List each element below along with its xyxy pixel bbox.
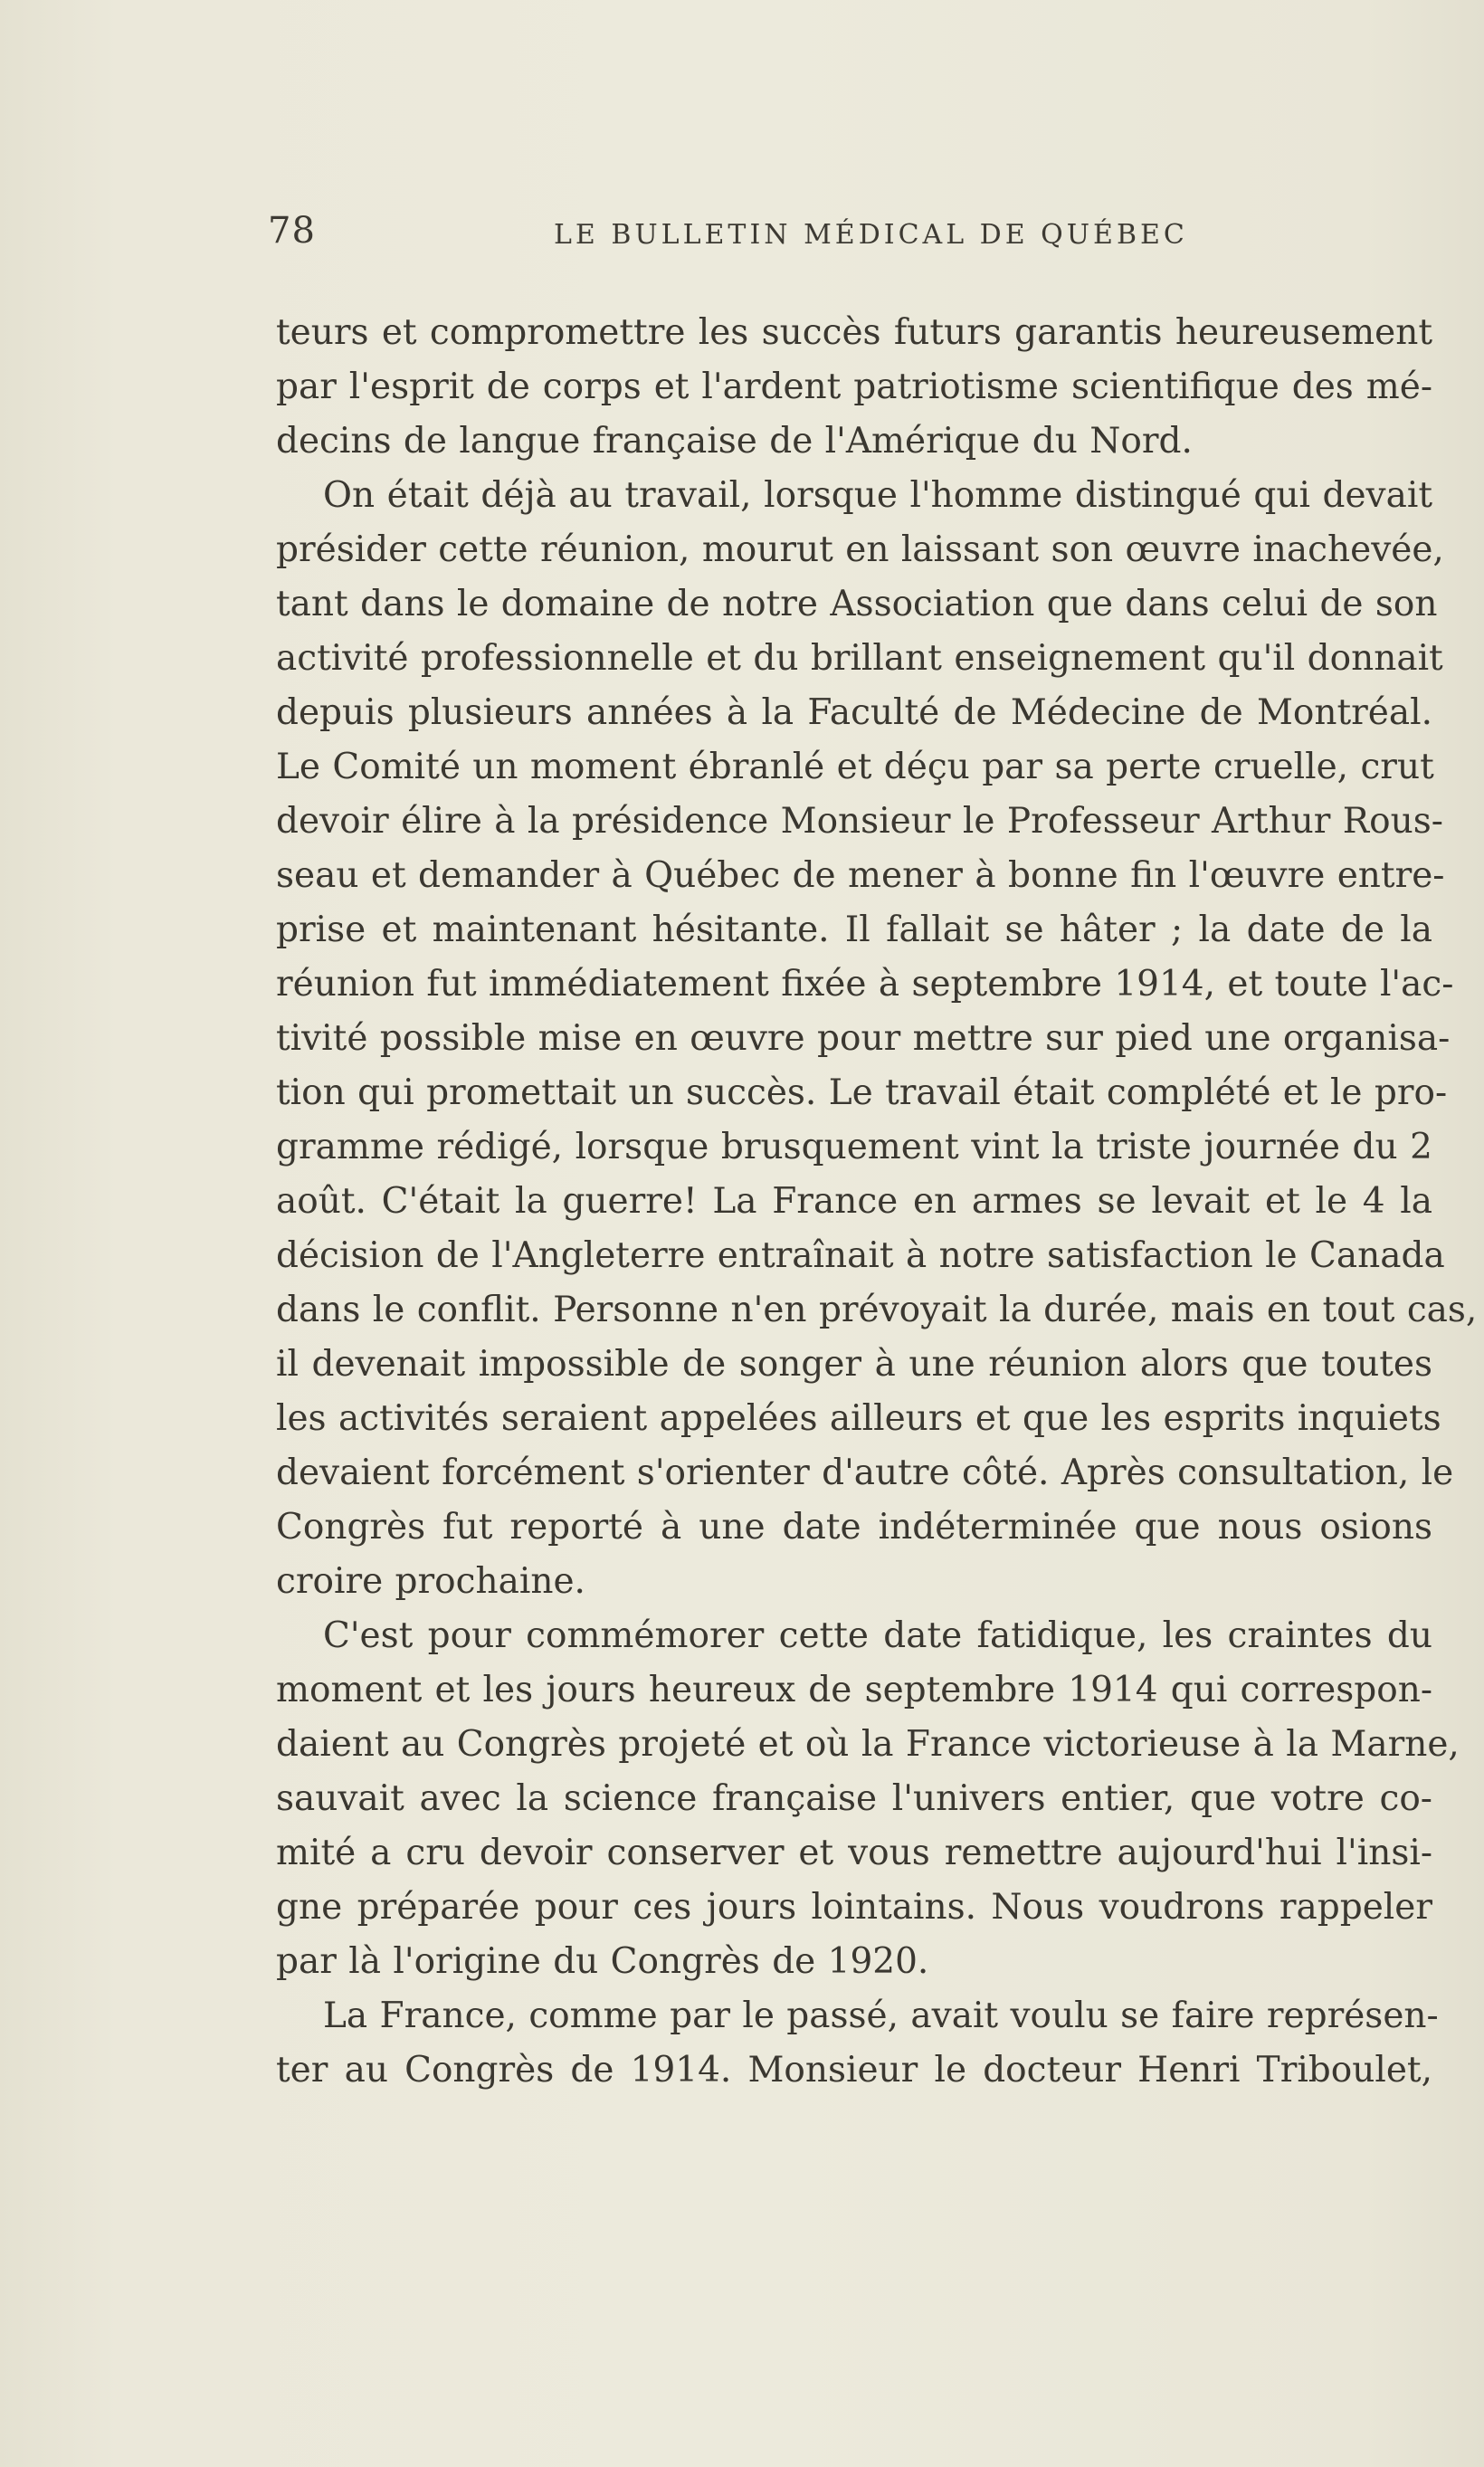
text-line: tion qui promettait un succès. Le travail était complété et le pro- [276, 1072, 1448, 1113]
page-number: 78 [268, 210, 316, 252]
text-line: gramme rédigé, lorsque brusquement vint la triste journée du 2 [276, 1127, 1432, 1167]
text-line: C'est pour commémorer cette date fatidique, les craintes du [323, 1615, 1432, 1656]
text-line: seau et demander à Québec de mener à bonne fin l'œuvre entre- [276, 855, 1445, 896]
text-line: activité professionnelle et du brillant enseignement qu'il donnait [276, 638, 1443, 679]
text-line: dans le conflit. Personne n'en prévoyait la durée, mais en tout cas, [276, 1290, 1478, 1330]
text-line: tivité possible mise en œuvre pour mettre sur pied une organisa- [276, 1018, 1451, 1059]
text-line: mité a cru devoir conserver et vous remettre aujourd'hui l'insi- [276, 1833, 1432, 1873]
text-line: décision de l'Angleterre entraînait à notre satisfaction le Canada [276, 1235, 1445, 1276]
text-line: On était déjà au travail, lorsque l'homme distingué qui devait [323, 475, 1432, 516]
paragraph-3 [276, 1609, 1460, 1989]
text-line: gne préparée pour ces jours lointains. Nous voudrons rappeler [276, 1887, 1432, 1928]
text-line: devoir élire à la présidence Monsieur le Professeur Arthur Rous- [276, 801, 1443, 842]
text-line: daient au Congrès projeté et où la France victorieuse à la Marne, [276, 1724, 1460, 1765]
text-line: Congrès fut reporté à une date indéterminée que nous osions [276, 1507, 1432, 1548]
text-line: decins de langue française de l'Amérique du Nord. [276, 421, 1193, 462]
text-line: par là l'origine du Congrès de 1920. [276, 1941, 929, 1982]
text-line: moment et les jours heureux de septembre 1914 qui correspon- [276, 1670, 1432, 1710]
text-line: devaient forcément s'orienter d'autre côté. Après consultation, le [276, 1453, 1454, 1493]
paragraph-1 [276, 306, 1434, 469]
text-line: ter au Congrès de 1914. Monsieur le docteur Henri Triboulet, [276, 2050, 1432, 2091]
text-line: août. C'était la guerre! La France en armes se levait et le 4 la [276, 1181, 1432, 1222]
text-line: depuis plusieurs années à la Faculté de Médecine de Montréal. [276, 692, 1432, 733]
text-line: par l'esprit de corps et l'ardent patriotisme scientifique des mé- [276, 367, 1432, 407]
text-line: sauvait avec la science française l'univers entier, que votre co- [276, 1778, 1432, 1819]
text-line: présider cette réunion, mourut en laissant son œuvre inachevée, [276, 529, 1444, 570]
paragraph-4 [276, 1989, 1439, 2098]
running-head: LE BULLETIN MÉDICAL DE QUÉBEC [554, 219, 1188, 251]
text-line: prise et maintenant hésitante. Il fallait se hâter ; la date de la [276, 910, 1432, 950]
paragraph-2 [276, 469, 1478, 1609]
text-line: teurs et compromettre les succès futurs garantis heureusement [276, 312, 1432, 353]
text-line: tant dans le domaine de notre Association que dans celui de son [276, 584, 1438, 624]
text-line: réunion fut immédiatement fixée à septembre 1914, et toute l'ac- [276, 964, 1454, 1005]
body-text [276, 306, 1478, 2098]
text-line: La France, comme par le passé, avait voulu se faire représen- [323, 1996, 1439, 2036]
text-line: Le Comité un moment ébranlé et déçu par sa perte cruelle, crut [276, 747, 1434, 787]
text-line: il devenait impossible de songer à une réunion alors que toutes [276, 1344, 1432, 1385]
text-line: les activités seraient appelées ailleurs et que les esprits inquiets [276, 1398, 1441, 1439]
text-line: croire prochaine. [276, 1561, 585, 1602]
